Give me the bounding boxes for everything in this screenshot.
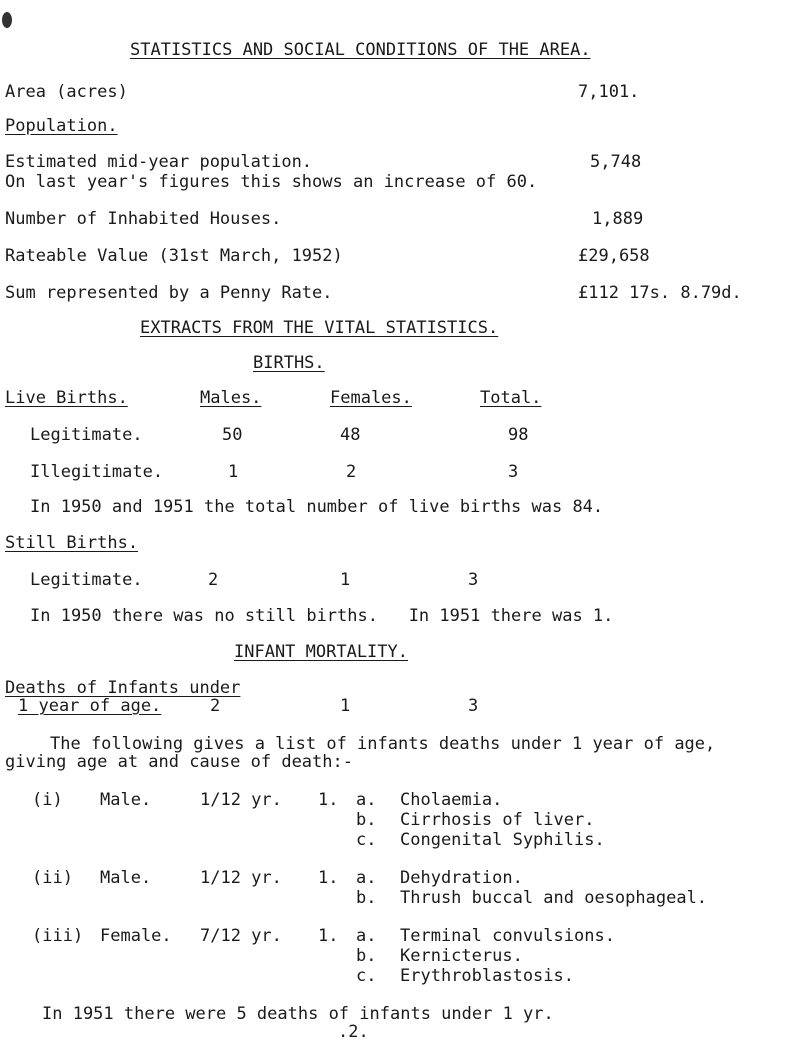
summary: In 1951 there were 5 deaths of infants under 1 yr. <box>42 1004 554 1024</box>
estimated-population-value: 5,748 <box>590 152 642 172</box>
cause-letter: c. <box>356 830 377 850</box>
cause-text: Kernicterus. <box>400 946 523 966</box>
still-births-heading: Still Births. <box>5 533 139 553</box>
live-births-heading: Live Births. <box>5 388 128 408</box>
case-age: 7/12 yr. <box>200 926 282 946</box>
cause-letter: a. <box>356 790 377 810</box>
legitimate-males: 50 <box>222 425 243 445</box>
estimated-population-label: Estimated mid-year population. <box>5 152 313 172</box>
infant-deaths-females: 1 <box>340 696 351 716</box>
infant-deaths-males: 2 <box>210 696 221 716</box>
still-births-note: In 1950 there was no still births. In 1951 there was 1. <box>30 606 614 626</box>
cause-letter: b. <box>356 810 377 830</box>
area-value: 7,101. <box>578 82 640 102</box>
infant-deaths-label-line1: Deaths of Infants under <box>5 678 241 698</box>
cause-text: Thrush buccal and oesophageal. <box>400 888 708 908</box>
case-number: (ii) <box>32 868 73 888</box>
cause-text: Erythroblastosis. <box>400 966 574 986</box>
still-legitimate-total: 3 <box>468 570 479 590</box>
cause-letter: b. <box>356 946 377 966</box>
page-number: .2. <box>338 1022 369 1042</box>
case-count: 1. <box>318 790 339 810</box>
illegitimate-females: 2 <box>346 462 357 482</box>
case-count: 1. <box>318 926 339 946</box>
infant-deaths-label-line2: 1 year of age. <box>18 696 162 716</box>
births-heading: BIRTHS. <box>253 353 325 373</box>
infant-deaths-total: 3 <box>468 696 479 716</box>
rateable-value-label: Rateable Value (31st March, 1952) <box>5 246 343 266</box>
column-total: Total. <box>480 388 542 408</box>
rateable-value-value: £29,658 <box>578 246 650 266</box>
still-legitimate-females: 1 <box>340 570 351 590</box>
page-title: STATISTICS AND SOCIAL CONDITIONS OF THE AREA. <box>130 40 591 60</box>
case-number: (iii) <box>32 926 84 946</box>
penny-rate-value: £112 17s. 8.79d. <box>578 283 742 303</box>
cause-letter: b. <box>356 888 377 908</box>
cause-text: Congenital Syphilis. <box>400 830 605 850</box>
illegitimate-males: 1 <box>228 462 239 482</box>
penny-rate-label: Sum represented by a Penny Rate. <box>5 283 333 303</box>
legitimate-total: 98 <box>508 425 529 445</box>
case-sex: Male. <box>100 868 152 888</box>
cause-text: Dehydration. <box>400 868 523 888</box>
column-males: Males. <box>200 388 262 408</box>
cause-letter: a. <box>356 926 377 946</box>
legitimate-females: 48 <box>340 425 361 445</box>
still-legitimate-label: Legitimate. <box>30 570 143 590</box>
case-number: (i) <box>32 790 63 810</box>
live-births-note: In 1950 and 1951 the total number of live births was 84. <box>30 497 604 517</box>
cause-text: Cirrhosis of liver. <box>400 810 595 830</box>
case-age: 1/12 yr. <box>200 790 282 810</box>
inhabited-houses-label: Number of Inhabited Houses. <box>5 209 282 229</box>
cause-letter: c. <box>356 966 377 986</box>
still-legitimate-males: 2 <box>208 570 219 590</box>
ink-blot <box>2 12 12 28</box>
vital-statistics-heading: EXTRACTS FROM THE VITAL STATISTICS. <box>140 318 499 338</box>
infant-mortality-heading: INFANT MORTALITY. <box>234 642 408 662</box>
illegitimate-label: Illegitimate. <box>30 462 164 482</box>
case-age: 1/12 yr. <box>200 868 282 888</box>
increase-note: On last year's figures this shows an increase of 60. <box>5 172 538 192</box>
legitimate-label: Legitimate. <box>30 425 143 445</box>
inhabited-houses-value: 1,889 <box>592 209 644 229</box>
cause-text: Cholaemia. <box>400 790 503 810</box>
area-label: Area (acres) <box>5 82 128 102</box>
case-sex: Female. <box>100 926 172 946</box>
list-intro-line2: giving age at and cause of death:- <box>5 752 353 772</box>
population-heading: Population. <box>5 116 118 136</box>
case-sex: Male. <box>100 790 152 810</box>
illegitimate-total: 3 <box>508 462 519 482</box>
list-intro-line1: The following gives a list of infants deaths under 1 year of age, <box>50 734 716 754</box>
cause-letter: a. <box>356 868 377 888</box>
column-females: Females. <box>330 388 412 408</box>
cause-text: Terminal convulsions. <box>400 926 615 946</box>
case-count: 1. <box>318 868 339 888</box>
